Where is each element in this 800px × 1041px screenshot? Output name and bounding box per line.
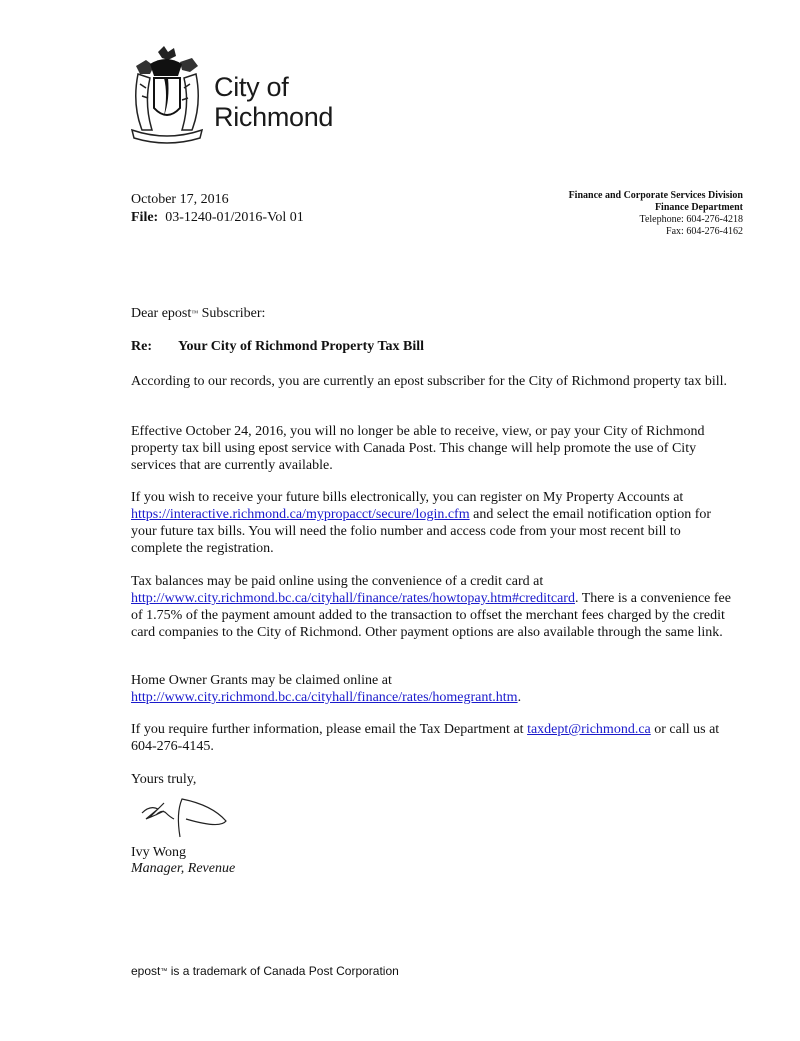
- body-paragraph-4: [131, 573, 731, 641]
- date-block: [131, 191, 304, 227]
- paragraph-text: . There is a convenience fee of 1.75% of the payment amount added to the transaction to offset the merchant fees charged by the credit card companies to the City of Richmond. Other payment options are also available through the same link.: [131, 591, 731, 640]
- footer-suffix: is a trademark of Canada Post Corporation: [167, 964, 399, 978]
- tax-department-email-link[interactable]: taxdept@richmond.ca: [527, 722, 651, 737]
- trademark-symbol: ™: [160, 968, 168, 975]
- coat-of-arms-icon: [128, 44, 206, 144]
- subject-label: Re:: [131, 339, 152, 354]
- signer-title: Manager, Revenue: [131, 861, 236, 876]
- body-paragraph-6: [131, 721, 731, 755]
- signer-name: Ivy Wong: [131, 845, 187, 860]
- paragraph-text: Home Owner Grants may be claimed online at: [131, 673, 392, 688]
- body-paragraph-3: [131, 489, 731, 557]
- paragraph-text: Tax balances may be paid online using the convenience of a credit card at: [131, 574, 544, 589]
- division-name: Finance and Corporate Services Division: [568, 190, 743, 201]
- paragraph-text: or call us at 604-276-4145.: [131, 722, 720, 754]
- valediction: Yours truly,: [131, 772, 197, 787]
- body-paragraph-1: According to our records, you are currently an epost subscriber for the City of Richmond property tax bill.: [131, 374, 728, 389]
- my-property-accounts-link[interactable]: https://interactive.richmond.ca/mypropacct/secure/login.cfm: [131, 507, 470, 522]
- salutation-prefix: Dear epost: [131, 306, 192, 321]
- subject-text: Your City of Richmond Property Tax Bill: [177, 339, 425, 354]
- paragraph-text: If you require further information, please email the Tax Department at: [131, 722, 528, 737]
- footer-prefix: epost: [131, 964, 161, 978]
- department-block: [569, 190, 743, 238]
- file-reference: [131, 209, 304, 227]
- body-paragraph-2: Effective October 24, 2016, you will no longer be able to receive, view, or pay your City of Richmond property tax bill using epost service with Canada Post. This change will help promote the use of City services that are currently available.: [131, 424, 705, 473]
- department-fax: Fax: 604-276-4162: [666, 226, 743, 237]
- signature-icon: [136, 793, 236, 843]
- salutation-suffix: Subscriber:: [198, 306, 266, 321]
- credit-card-payment-link[interactable]: http://www.city.richmond.bc.ca/cityhall/finance/rates/howtopay.htm#creditcard: [131, 591, 575, 606]
- body-paragraph-5: [131, 672, 731, 706]
- subject-line: [131, 339, 424, 355]
- paragraph-text: and select the email notification option for your future tax bills. You will need the folio number and access code from your most recent bill to complete the registration.: [131, 507, 712, 556]
- file-label: File:: [131, 210, 159, 225]
- paragraph-text: If you wish to receive your future bills electronically, you can register on My Property Accounts at: [131, 490, 684, 505]
- trademark-footer: [131, 964, 399, 978]
- salutation: [131, 305, 731, 322]
- letterhead-logo: [128, 44, 348, 144]
- paragraph-text: .: [517, 690, 522, 705]
- trademark-symbol: ™: [191, 309, 199, 317]
- logo-wordmark: [214, 72, 333, 132]
- department-name: Finance Department: [654, 202, 743, 213]
- logo-line-2: Richmond: [214, 102, 334, 132]
- letter-date: October 17, 2016: [131, 192, 229, 207]
- home-owner-grant-link[interactable]: http://www.city.richmond.bc.ca/cityhall/finance/rates/homegrant.htm: [131, 690, 518, 705]
- department-telephone: Telephone: 604-276-4218: [639, 214, 743, 225]
- file-number: 03-1240-01/2016-Vol 01: [165, 210, 304, 225]
- logo-line-1: City of: [214, 72, 289, 102]
